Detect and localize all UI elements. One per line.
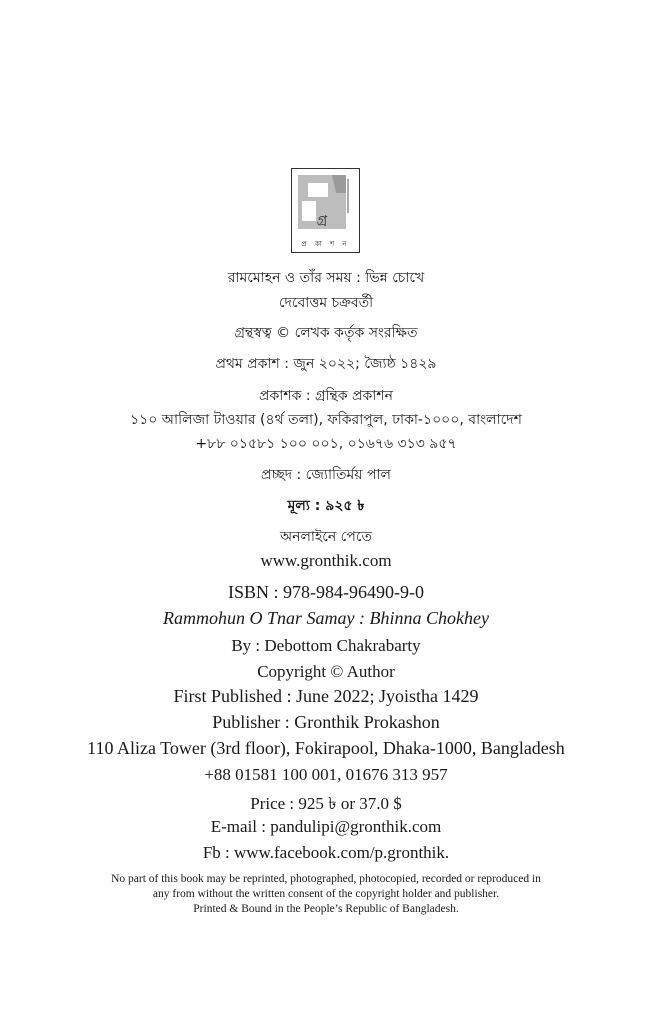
publisher-logo <box>291 168 360 253</box>
bangla-cover-design: প্রচ্ছদ : জ্যোতির্ময় পাল <box>261 467 391 483</box>
bangla-publisher: প্রকাশক : গ্রন্থিক প্রকাশন <box>259 388 393 404</box>
website-link[interactable]: www.gronthik.com <box>260 551 392 570</box>
email-link[interactable]: E-mail : pandulipi@gronthik.com <box>210 817 442 836</box>
bangla-first-published: প্রথম প্রকাশ : জুন ২০২২; জ্যৈষ্ঠ ১৪২৯ <box>215 356 437 372</box>
logo-text: প্র কা শ ন <box>301 240 350 248</box>
bangla-phone: +৮৮ ০১৫৮১ ১০০ ০০১, ০১৬৭৬ ৩১৩ ৯৫৭ <box>195 436 457 452</box>
bangla-address: ১১০ আলিজা টাওয়ার (৪র্থ তলা), ফকিরাপুল, ঢাকা-১০০০, বাংলাদেশ <box>130 412 522 428</box>
notice-line-3: Printed & Bound in the People’s Republic of Bangladesh. <box>193 903 459 915</box>
english-address: 110 Aliza Tower (3rd floor), Fokirapool, Dhaka-1000, Bangladesh <box>87 738 565 758</box>
bangla-price: মূল্য : ৯২৫ ৳ <box>287 498 365 514</box>
english-author: By : Debottom Chakrabarty <box>231 636 421 655</box>
svg-text:গ্র: গ্র <box>316 213 328 229</box>
bangla-online-label: অনলাইনে পেতে <box>280 529 372 545</box>
english-copyright: Copyright © Author <box>257 662 395 681</box>
english-publisher: Publisher : Gronthik Prokashon <box>212 712 440 732</box>
english-phone: +88 01581 100 001, 01676 313 957 <box>204 765 448 784</box>
notice-line-2: any from without the written consent of the copyright holder and publisher. <box>152 888 500 900</box>
bangla-copyright: গ্রন্থস্বত্ব © লেখক কর্তৃক সংরক্ষিত <box>234 325 418 341</box>
facebook-link[interactable]: Fb : www.facebook.com/p.gronthik. <box>202 843 450 862</box>
bangla-author: দেবোত্তম চক্রবর্তী <box>278 295 374 311</box>
bangla-book-title: রামমোহন ও তাঁর সময় : ভিন্ন চোখে <box>227 270 425 286</box>
notice-line-1: No part of this book may be reprinted, photographed, photocopied, recorded or reproduced in <box>111 873 541 885</box>
english-first-published: First Published : June 2022; Jyoistha 1429 <box>173 686 479 706</box>
logo-mark-icon <box>292 169 358 239</box>
english-price: Price : 925 ৳ or 37.0 $ <box>250 794 402 813</box>
isbn: ISBN : 978-984-96490-9-0 <box>228 582 424 602</box>
english-book-title: Rammohun O Tnar Samay : Bhinna Chokhey <box>163 608 489 628</box>
